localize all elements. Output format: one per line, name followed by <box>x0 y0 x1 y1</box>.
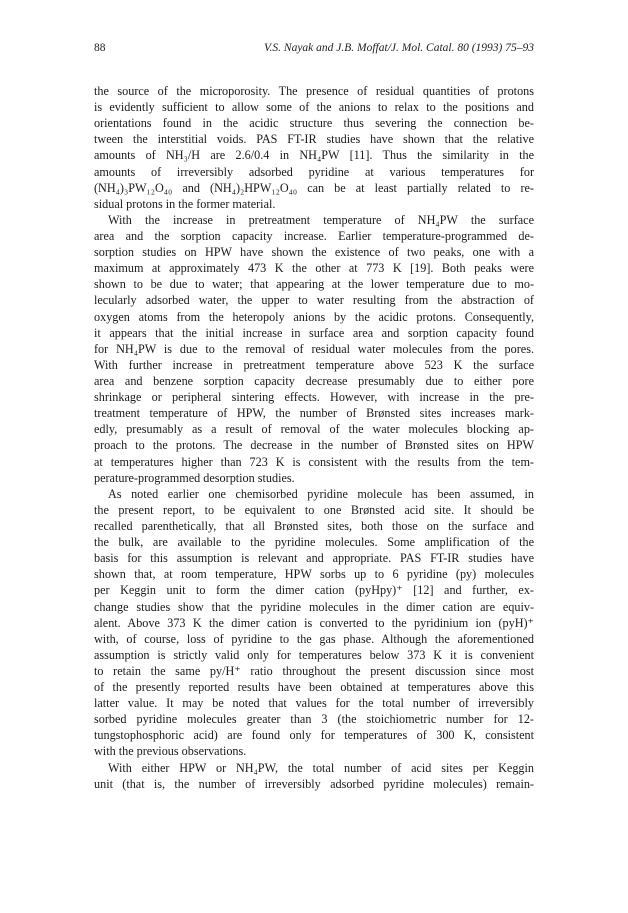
text-line: treatment temperature of HPW, the number of Brønsted sites increases mark- <box>94 406 534 421</box>
text-line: assumption is strictly valid only for temperatures below 373 K it is convenient <box>94 647 534 662</box>
text-line: per Keggin unit to form the dimer cation (pyHpy)⁺ [12] and further, ex- <box>94 583 534 598</box>
running-title: V.S. Nayak and J.B. Moffat/J. Mol. Catal. 80 (1993) 75–93 <box>263 42 534 54</box>
text-line: perature-programmed desorption studies. <box>94 470 295 485</box>
text-line: tungstophosphoric acid) are found only for temperatures of 300 K, consistent <box>94 728 534 743</box>
text-line: amounts of irreversibly adsorbed pyridine at various temperatures for <box>94 164 534 179</box>
text-line: the bulk, are available to the pyridine molecules. Some amplification of the <box>94 535 534 550</box>
text-line: orientations found in the acidic structure thus severing the connection be- <box>94 116 534 131</box>
text-line: edly, presumably as a result of removal of the water molecules blocking ap- <box>94 422 534 437</box>
text-line: the present report, to be equivalent to one Brønsted acid site. It should be <box>94 502 534 517</box>
text-line: to retain the same py/H⁺ ratio throughout the present discussion since most <box>94 663 534 678</box>
text-line: As noted earlier one chemisorbed pyridine molecule has been assumed, in <box>108 486 534 501</box>
text-line: shrinkage or peripheral sintering effects. However, with increase in the pre- <box>94 390 534 405</box>
text-line: shown that, at room temperature, HPW sorbs up to 6 pyridine (py) molecules <box>94 567 534 582</box>
text-line: is evidently sufficient to allow some of the anions to relax to the positions and <box>94 100 534 115</box>
text-line: of the presently reported results have been obtained at temperatures above this <box>94 680 534 695</box>
text-line: shown to be due to water; that appearing at the lower temperature due to mo- <box>94 277 534 292</box>
text-line: at temperatures higher than 723 K is consistent with the results from the tem- <box>94 454 534 469</box>
text-line: for NH₄PW is due to the removal of residual water molecules from the pores. <box>94 341 534 356</box>
text-line: lecularly adsorbed water, the upper to water resulting from the abstraction of <box>94 293 534 308</box>
text-line: sorption studies on HPW have shown the existence of two peaks, one with a <box>94 245 534 260</box>
text-line: oxygen atoms from the heteropoly anions by the acidic protons. Consequently, <box>94 309 534 324</box>
page-header <box>94 42 534 58</box>
text-line: with the previous observations. <box>94 744 247 759</box>
text-line: (NH₄)₃PW₁₂O₄₀ and (NH₄)₂HPW₁₂O₄₀ can be at least partially related to re- <box>94 180 534 195</box>
text-line: latter value. It may be noted that values for the total number of irreversibly <box>94 696 534 711</box>
text-line: it appears that the initial increase in surface area and sorption capacity found <box>94 325 534 340</box>
text-line: with, of course, loss of pyridine to the gas phase. Although the aforementioned <box>94 631 534 646</box>
text-line: proach to the protons. The decrease in the number of Brønsted sites on HPW <box>94 438 534 453</box>
text-line: amounts of NH₃/H are 2.6/0.4 in NH₄PW [11]. Thus the similarity in the <box>94 148 534 163</box>
text-line: sidual protons in the former material. <box>94 196 276 211</box>
text-line: the source of the microporosity. The presence of residual quantities of protons <box>94 84 534 98</box>
text-line: With either HPW or NH₄PW, the total number of acid sites per Keggin <box>108 760 534 775</box>
text-line: With further increase in pretreatment temperature above 523 K the surface <box>94 357 534 372</box>
text-line: alent. Above 373 K the dimer cation is converted to the pyridinium ion (pyH)⁺ <box>94 615 534 630</box>
text-line: area and benzene sorption capacity decrease presumably due to either pore <box>94 373 534 388</box>
text-line: basis for this assumption is relevant and appropriate. PAS FT-IR studies have <box>94 551 534 566</box>
text-line: area and the sorption capacity increase. Earlier temperature-programmed de- <box>94 228 534 243</box>
text-line: unit (that is, the number of irreversibly adsorbed pyridine molecules) remain- <box>94 776 534 791</box>
page-number: 88 <box>94 42 106 54</box>
text-line: With the increase in pretreatment temperature of NH₄PW the surface <box>108 212 534 227</box>
text-line: change studies show that the pyridine molecules in the dimer cation are equiv- <box>94 599 534 614</box>
text-line: recalled parenthetically, that all Brønsted sites, both those on the surface and <box>94 518 534 533</box>
body-text <box>94 83 534 792</box>
text-line: sorbed pyridine molecules greater than 3 (the stoichiometric number for 12- <box>94 712 534 727</box>
text-line: maximum at approximately 473 K the other at 773 K [19]. Both peaks were <box>94 261 534 276</box>
text-line: tween the interstitial voids. PAS FT-IR studies have shown that the relative <box>94 132 534 147</box>
